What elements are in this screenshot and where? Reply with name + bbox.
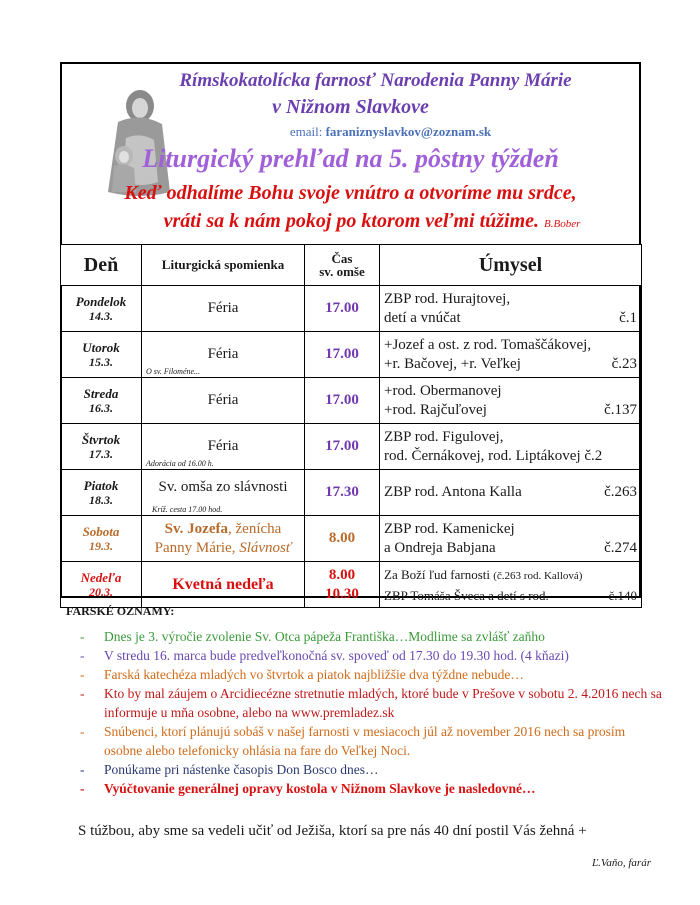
email-label: email: — [289, 124, 323, 139]
intention-line-2 — [384, 309, 641, 328]
time-cell: 17.00 — [305, 332, 380, 378]
day-cell — [61, 378, 142, 424]
dash-bullet: - — [80, 724, 85, 739]
quote-line-2-text: vráti sa k nám pokoj po ktorom veľmi túžime. — [163, 210, 540, 232]
dash-bullet: - — [80, 762, 85, 777]
intention-number: č.23 — [611, 355, 637, 372]
day-name: Pondelok — [75, 293, 127, 309]
intention-number: č.140 — [608, 587, 637, 603]
notice-text: Ponúkame pri nástenke časopis Don Bosco dnes… — [104, 762, 379, 777]
time-cell: 17.00 — [305, 378, 380, 424]
table-row — [61, 516, 642, 562]
intention-cell — [380, 470, 642, 516]
table-row — [61, 562, 642, 608]
liturgy-cell — [142, 516, 305, 562]
liturgy-cell — [142, 332, 305, 378]
intention-cell — [380, 424, 642, 470]
list-item — [66, 665, 666, 684]
list-item — [66, 646, 666, 665]
list-item — [66, 627, 666, 646]
intention-line-2-text: +rod. Rajčuľovej — [384, 401, 487, 418]
liturgy-text: Féria — [207, 346, 239, 362]
intention-cell — [380, 562, 642, 608]
parish-name: Rímskokatolícka farnosť Narodenia Panny Márie — [179, 70, 572, 91]
liturgy-note: Adorácia od 16.00 h. — [146, 459, 214, 468]
notices-title: FARSKÉ OZNAMY: — [66, 604, 175, 618]
day-cell — [61, 286, 142, 332]
quote-line-1: Keď odhalíme Bohu svoje vnútro a otvoríme mu srdce, — [124, 182, 577, 204]
day-name: Nedeľa — [80, 569, 122, 585]
day-date: 15.3. — [89, 354, 113, 369]
liturgy-note: O sv. Filoméne... — [146, 367, 201, 376]
notice-text: Dnes je 3. výročie zvolenie Sv. Otca pápeža Františka…Modlime sa zvlášť zaňho — [104, 629, 545, 644]
liturgy-cell — [142, 286, 305, 332]
notices-list — [66, 627, 666, 798]
intention-line-2 — [384, 401, 641, 420]
mass-time-2: 10.30 — [325, 585, 359, 602]
intention-line-2 — [384, 539, 641, 558]
intention-line-2-text: detí a vnúčat — [384, 309, 461, 326]
table-row — [61, 424, 642, 470]
day-cell — [61, 470, 142, 516]
time-cell: 17.00 — [305, 286, 380, 332]
liturgy-text: Féria — [207, 438, 239, 454]
intention-line-2 — [384, 355, 641, 374]
day-cell — [61, 516, 142, 562]
time-cell: 17.30 — [305, 470, 380, 516]
liturgy-text: Féria — [207, 300, 239, 316]
day-date: 19.3. — [89, 538, 113, 553]
day-cell — [61, 424, 142, 470]
day-cell — [61, 562, 142, 608]
liturgy-cell — [142, 378, 305, 424]
day-name: Štvrtok — [81, 431, 121, 447]
intention-cell — [380, 378, 642, 424]
day-date: 17.3. — [89, 446, 113, 461]
notice-text: Farská katechéza mladých vo štvrtok a piatok najbližšie dva týždne nebude… — [104, 667, 524, 682]
intention-cell — [380, 286, 642, 332]
page-title: Liturgický prehľad na 5. pôstny týždeň — [142, 144, 559, 173]
intention-cell — [380, 332, 642, 378]
time-cell — [305, 562, 380, 608]
day-date: 20.3. — [89, 584, 113, 599]
intention-line-1-text: Za Boží ľud farnosti — [384, 566, 491, 582]
liturgy-cell — [142, 470, 305, 516]
list-item — [66, 760, 666, 779]
header-time-line2: sv. omše — [319, 264, 365, 279]
intention-line-1 — [384, 565, 641, 586]
day-date: 14.3. — [89, 308, 113, 323]
time-cell: 17.00 — [305, 424, 380, 470]
intention-number: č.274 — [604, 539, 637, 556]
liturgy-cell — [142, 562, 305, 608]
table-row — [61, 286, 642, 332]
intention-line-2-text: +r. Bačovej, +r. Veľkej — [384, 355, 521, 372]
dash-bullet: - — [80, 667, 85, 682]
table-row — [61, 332, 642, 378]
intention-line-1: +Jozef a ost. z rod. Tomaščákovej, — [384, 336, 592, 353]
header-time-line1: Čas — [331, 251, 353, 266]
dash-bullet: - — [80, 781, 85, 796]
liturgy-text: Kvetná nedeľa — [172, 575, 274, 593]
parish-location: v Nižnom Slavkove — [272, 96, 429, 118]
mass-time-1: 8.00 — [328, 566, 356, 583]
liturgy-cell — [142, 424, 305, 470]
intention-line-2: rod. Černákovej, rod. Liptákovej č.2 — [384, 447, 603, 464]
feast-detail: , ženícha — [228, 520, 282, 537]
header-day: Deň — [61, 245, 142, 286]
liturgy-note: Kríž. cesta 17.00 hod. — [152, 505, 223, 514]
feast-name: Sv. Jozefa — [164, 520, 228, 537]
intention-line-2-text: a Ondreja Babjana — [384, 539, 496, 556]
intention-cell — [380, 516, 642, 562]
dash-bullet: - — [80, 648, 85, 663]
intention-number: č.263 — [604, 484, 637, 500]
day-cell — [61, 332, 142, 378]
intention-line-1: +rod. Obermanovej — [384, 382, 502, 399]
bulletin-frame — [60, 62, 641, 603]
list-item — [66, 722, 666, 760]
header-time — [305, 245, 380, 286]
liturgy-text: Sv. omša zo slávnosti — [158, 479, 288, 495]
notice-text: V stredu 16. marca bude predveľkonočná sv. spoveď od 17.30 do 19.30 hod. (4 kňazi) — [104, 648, 569, 663]
intention-number: č.137 — [604, 401, 637, 418]
day-name: Utorok — [82, 339, 120, 355]
intention-line-1 — [384, 483, 641, 502]
closing-blessing: S túžbou, aby sme sa vedeli učiť od Ježiša, ktorí sa pre nás 40 dní postil Vás žehná + — [78, 823, 587, 839]
liturgy-text: Féria — [207, 392, 239, 408]
dash-bullet: - — [80, 629, 85, 644]
notice-text: Vyúčtovanie generálnej opravy kostola v Nižnom Slavkove je nasledovné… — [104, 781, 536, 796]
mass-schedule-table — [60, 244, 642, 608]
dash-bullet: - — [80, 686, 85, 701]
feast-rank: Slávnosť — [239, 539, 292, 556]
day-date: 16.3. — [89, 400, 113, 415]
intention-line-1: ZBP rod. Figulovej, — [384, 428, 504, 445]
notice-text: Snúbenci, ktorí plánujú sobáš v našej farnosti v mesiacoch júl až november 2016 nech sa prosím osobne alebo telefonicky ohlásia na fare do Veľkej Noci. — [104, 724, 626, 758]
header-intention: Úmysel — [380, 245, 642, 286]
time-cell: 8.00 — [305, 516, 380, 562]
email-address[interactable]: faraniznyslavkov@zoznam.sk — [325, 124, 492, 139]
parish-notices — [66, 604, 666, 798]
signature: Ľ.Vaňo, farár — [592, 857, 651, 869]
bulletin-header — [62, 64, 639, 246]
email-line — [102, 124, 679, 140]
day-date: 18.3. — [89, 492, 113, 507]
intention-line-2-text: ZBP Tomáša Šveca a detí s rod. — [384, 587, 549, 603]
intention-line-1: ZBP rod. Hurajtovej, — [384, 290, 511, 307]
quote-line-2 — [102, 210, 642, 233]
notice-text: Kto by mal záujem o Arcidiecézne stretnutie mladých, ktoré bude v Prešove v sobotu 2. 4.2016 nech sa informuje u mňa osobne, alebo na www.premladez.sk — [104, 686, 662, 720]
list-item — [66, 684, 666, 722]
intention-line-1-text: ZBP rod. Antona Kalla — [384, 484, 522, 500]
intention-number: č.1 — [619, 309, 637, 326]
table-header-row — [61, 245, 642, 286]
table-row — [61, 378, 642, 424]
quote-author: B.Bober — [544, 218, 581, 230]
day-name: Streda — [83, 385, 119, 401]
feast-detail-2: Panny Márie, — [154, 539, 240, 556]
day-name: Piatok — [83, 477, 119, 493]
table-row — [61, 470, 642, 516]
intention-line-1: ZBP rod. Kamenickej — [384, 520, 515, 537]
day-name: Sobota — [82, 523, 120, 539]
header-liturgy: Liturgická spomienka — [142, 245, 305, 286]
list-item — [66, 779, 666, 798]
intention-line-2 — [384, 586, 641, 605]
intention-note: (č.263 rod. Kallová) — [493, 569, 583, 582]
